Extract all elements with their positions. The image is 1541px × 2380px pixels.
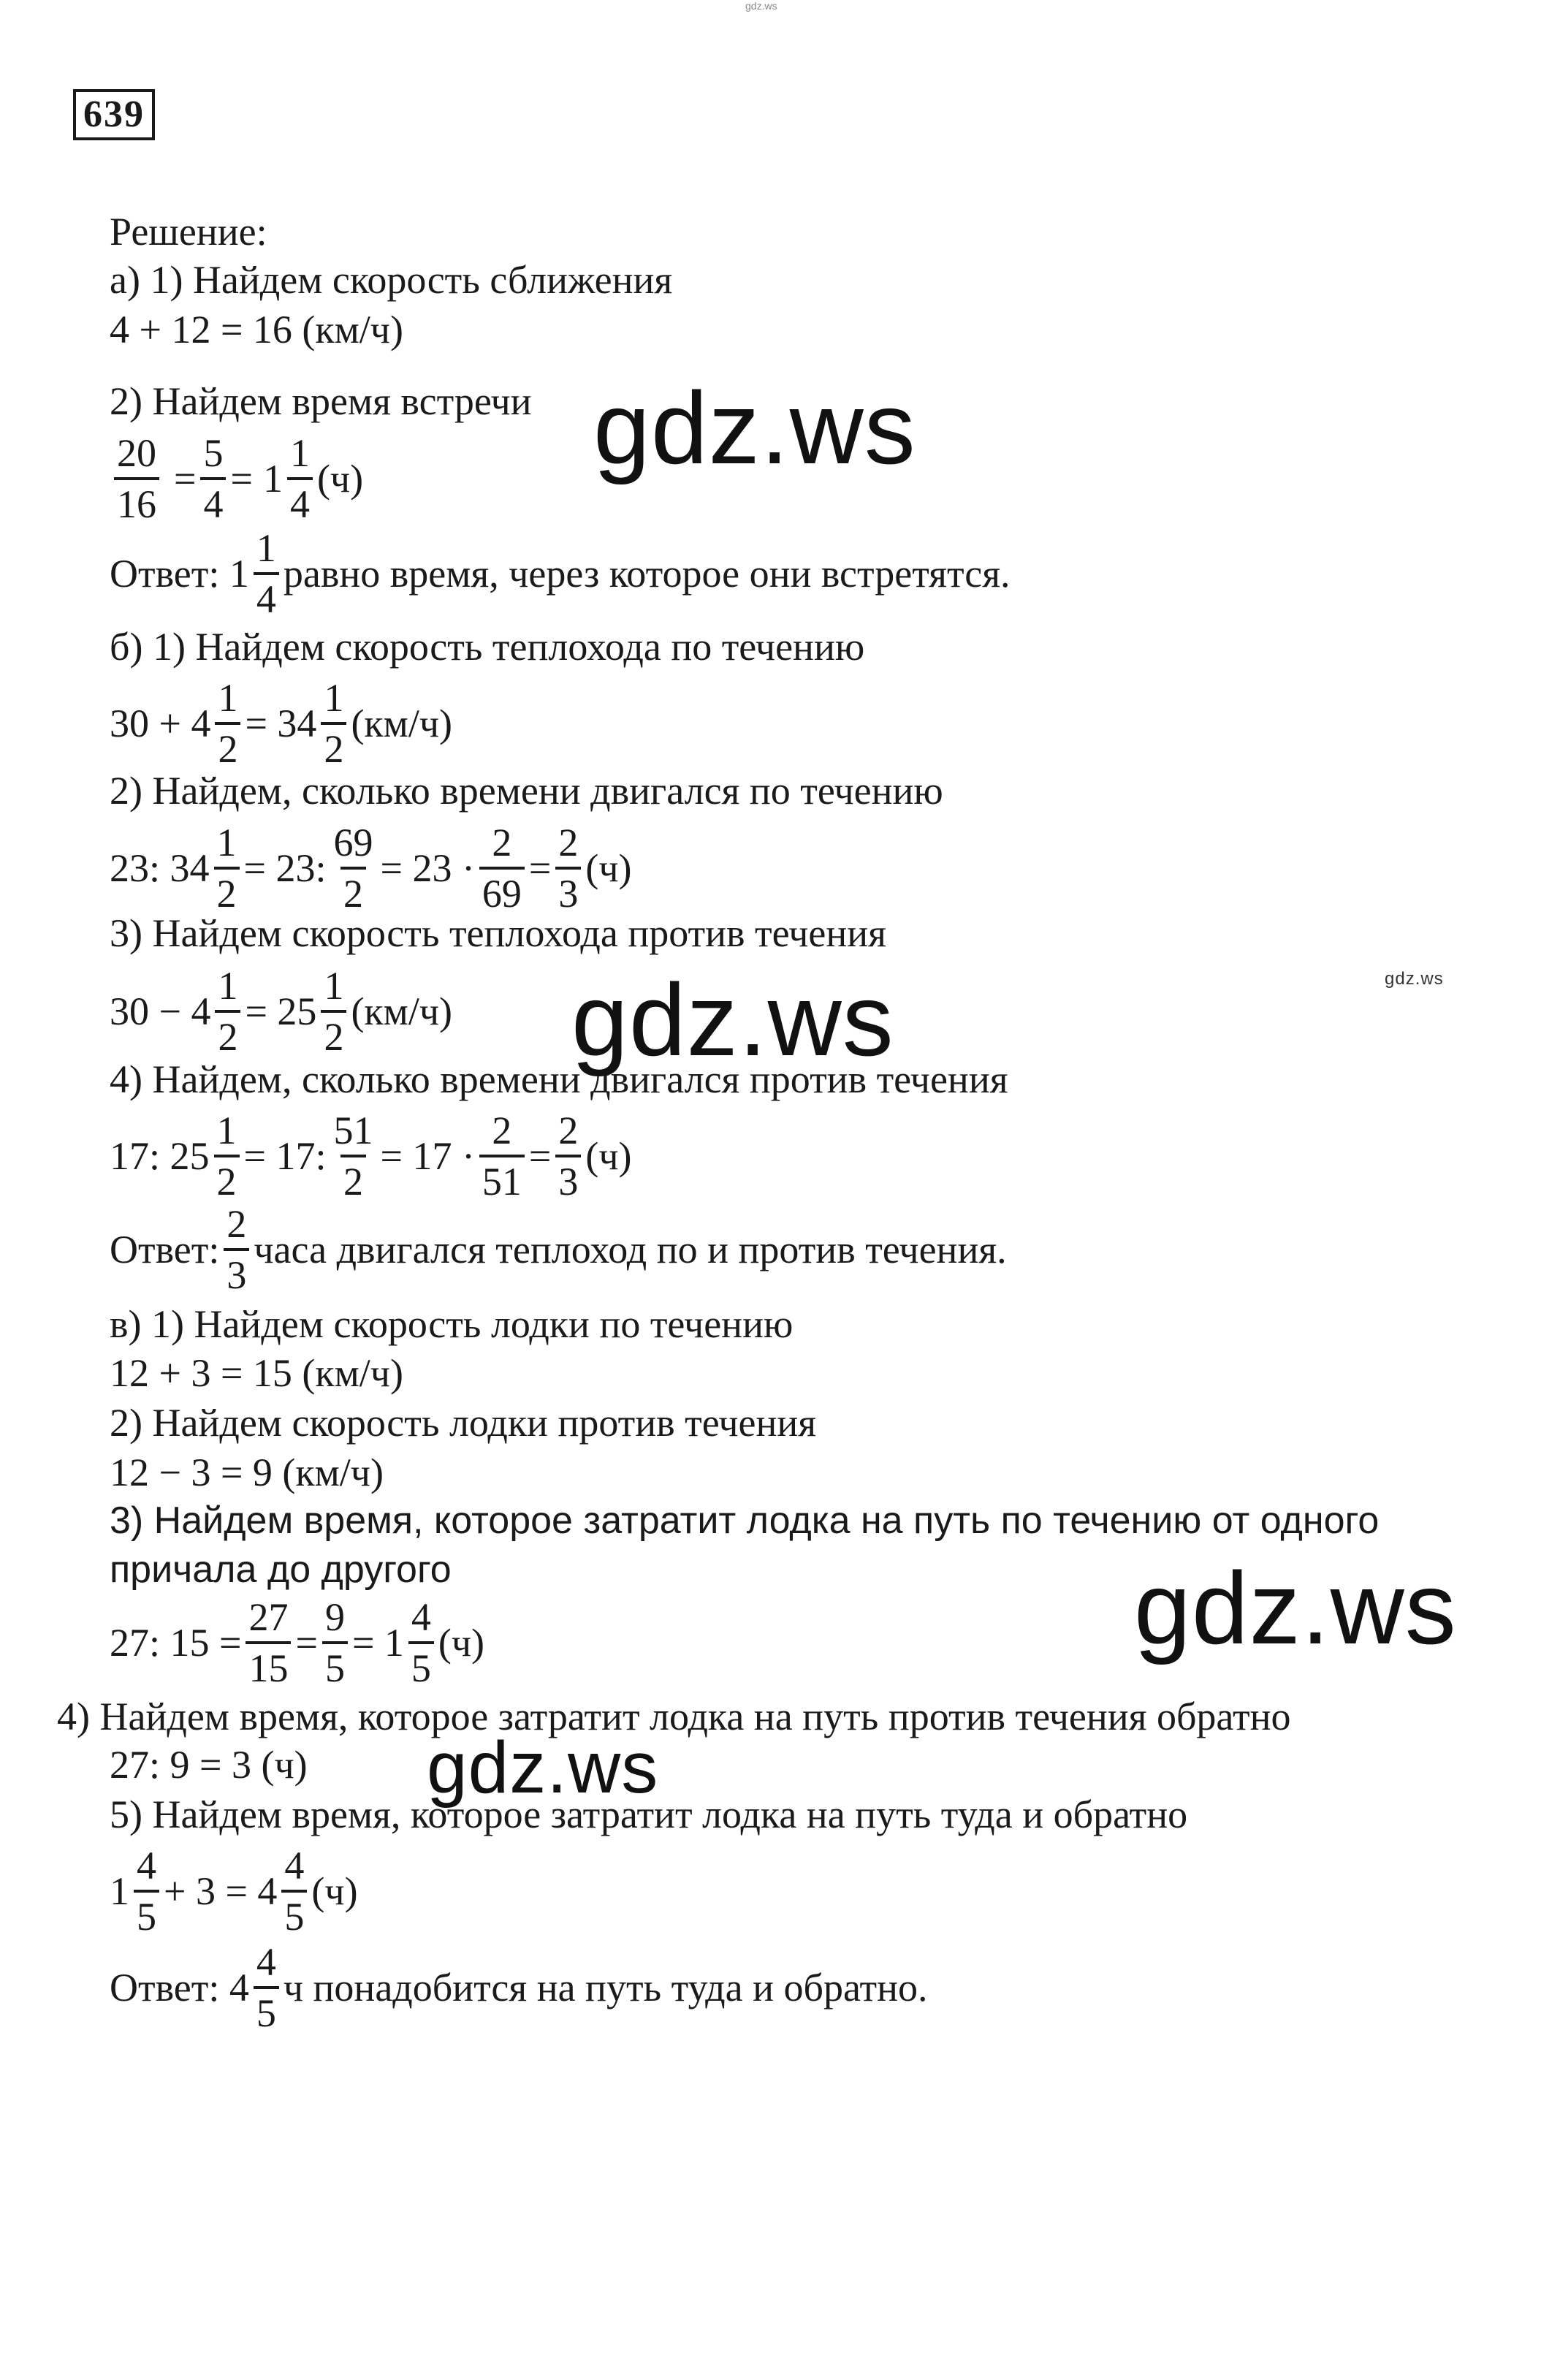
b-answer: Ответ: $\frac{2}{3}$ часа двигался теплоход по и против течения. bbox=[110, 1202, 1007, 1297]
a-step2-title: 2) Найдем время встречи bbox=[110, 379, 532, 423]
watermark-2: gdz.ws bbox=[571, 962, 894, 1077]
b-step3-title: 3) Найдем скорость теплохода против течения bbox=[110, 911, 887, 955]
b-step1-expr: 30 + 4 $\frac{1}{2}$ = 34 $\frac{1}{2}$ (км/ч) bbox=[110, 676, 452, 771]
solution-label: Решение: bbox=[110, 210, 267, 254]
v-step2-title: 2) Найдем скорость лодки против течения bbox=[110, 1401, 817, 1445]
a-answer: Ответ: 1 $\frac{1}{4}$ равно время, через которое они встретятся. bbox=[110, 526, 1011, 621]
watermark-4: gdz.ws bbox=[427, 1727, 659, 1809]
b-step4-title: 4) Найдем, сколько времени двигался против течения bbox=[110, 1057, 1008, 1101]
a-step1-expr: 4 + 12 = 16 (км/ч) bbox=[110, 308, 403, 351]
watermark-small: gdz.ws bbox=[1385, 969, 1444, 989]
problem-number: 639 bbox=[73, 89, 155, 140]
v-step1-expr: 12 + 3 = 15 (км/ч) bbox=[110, 1351, 403, 1395]
tiny-watermark: gdz.ws bbox=[745, 0, 777, 12]
b-step3-expr: 30 − 4 $\frac{1}{2}$ = 25 $\frac{1}{2}$ (км/ч) bbox=[110, 964, 452, 1059]
b-step2-title: 2) Найдем, сколько времени двигался по течению bbox=[110, 769, 943, 813]
b-step4-expr: 17: 25 $\frac{1}{2}$ = 17: $\frac{51}{2}$ = 17 · $\frac{2}{51}$ = $\frac{2}{3}$ (ч) bbox=[110, 1109, 632, 1204]
b-step1-title: б) 1) Найдем скорость теплохода по течению bbox=[110, 625, 865, 669]
a-step1-title: а) 1) Найдем скорость сближения bbox=[110, 258, 673, 302]
v-step4-expr: 27: 9 = 3 (ч) bbox=[110, 1743, 308, 1787]
watermark-1: gdz.ws bbox=[593, 370, 916, 485]
v-step3-title-2: причала до другого bbox=[110, 1548, 452, 1591]
v-step3-title-1: 3) Найдем время, которое затратит лодка на путь по течению от одного bbox=[110, 1499, 1380, 1542]
v-step2-expr: 12 − 3 = 9 (км/ч) bbox=[110, 1451, 384, 1494]
a-step2-expr: $\frac{20}{16}$ = $\frac{5}{4}$ = 1 $\frac{1}{4}$ (ч) bbox=[110, 420, 363, 537]
v-step1-title: в) 1) Найдем скорость лодки по течению bbox=[110, 1302, 794, 1346]
v-step3-expr: 27: 15 = $\frac{27}{15}$ = $\frac{9}{5}$ = 1 $\frac{4}{5}$ (ч) bbox=[110, 1595, 485, 1690]
v-step4-title: 4) Найдем время, которое затратит лодка на путь против течения обратно bbox=[57, 1695, 1291, 1738]
watermark-3: gdz.ws bbox=[1134, 1551, 1457, 1665]
b-step2-expr: 23: 34 $\frac{1}{2}$ = 23: $\frac{69}{2}$ = 23 · $\frac{2}{69}$ = $\frac{2}{3}$ (ч) bbox=[110, 821, 632, 916]
v-step5-title: 5) Найдем время, которое затратит лодка на путь туда и обратно bbox=[110, 1792, 1188, 1836]
v-answer: Ответ: 4 $\frac{4}{5}$ ч понадобится на путь туда и обратно. bbox=[110, 1940, 928, 2035]
v-step5-expr: 1 $\frac{4}{5}$ + 3 = 4 $\frac{4}{5}$ (ч) bbox=[110, 1844, 358, 1939]
